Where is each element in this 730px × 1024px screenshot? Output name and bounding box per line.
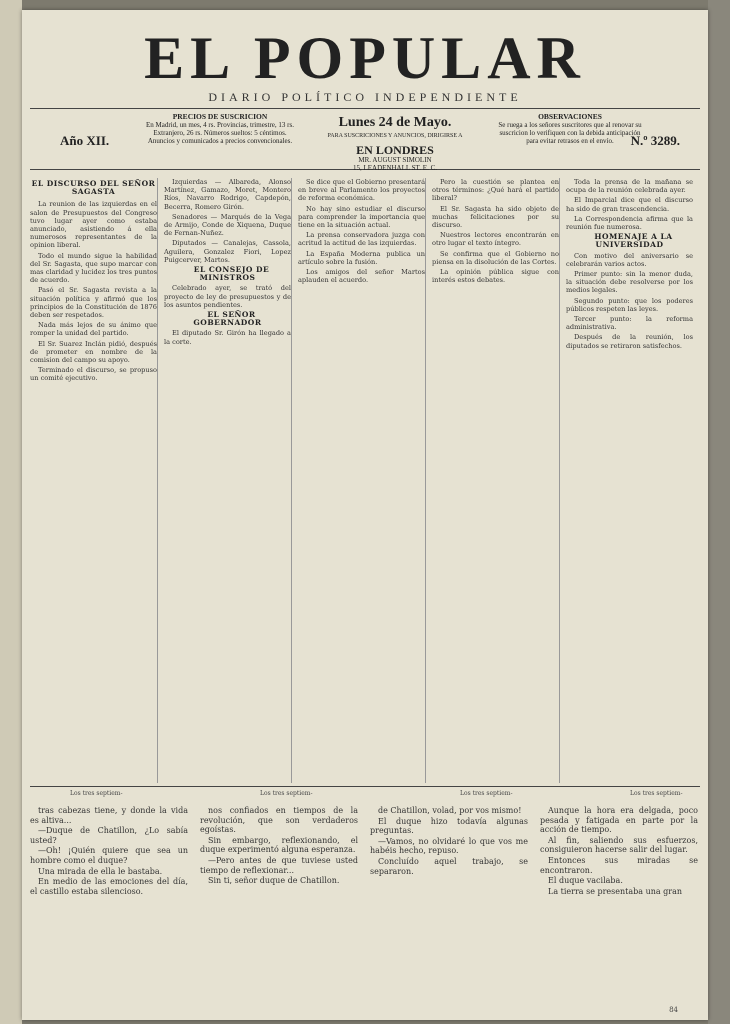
column-paragraph: Celebrado ayer, se trató del proyecto de ley de presupuestos y de los asuntos pendientes.: [164, 284, 291, 309]
column-paragraph: Izquierdas — Albareda, Alonso Martínez, Gamazo, Moret, Montero Ríos, Navarro Rodrigo, Capdepón, Becerra, Romero Girón.: [164, 178, 291, 211]
serial-paragraph: El duque vacilaba.: [548, 876, 623, 886]
serial-column-2: [200, 806, 358, 1006]
serial-paragraph: Sin ti, señor duque de Chatillon.: [208, 876, 340, 886]
column-paragraph: No hay sino estudiar el discurso para comprender la importancia que tiene en la situación actual.: [298, 204, 425, 230]
serial-paragraph: nos confiados en tiempos de la revolución, que son verdaderos egoístas.: [200, 806, 358, 835]
column-paragraph: La España Moderna publica un artículo sobre la fusión.: [298, 249, 425, 266]
serial-paragraph: Una mirada de ella le bastaba.: [38, 866, 163, 876]
serial-paragraph: —Pero antes de que tuviese usted tiempo de reflexionar...: [200, 855, 358, 875]
serial-label: Los tres septiem-: [630, 790, 683, 797]
column-paragraph: Senadores — Marqués de la Vega de Armijo, Conde de Xiquena, Duque de Fernan-Nuñez.: [164, 212, 291, 238]
serial-paragraph: Concluído aquel trabajo, se separaron.: [370, 856, 528, 876]
column-headline: EL SEÑOR GOBERNADOR: [193, 310, 262, 328]
serial-column-4: [540, 806, 698, 1006]
issue-number: N.º 3289.: [630, 133, 680, 148]
serial-paragraph: tras cabezas tiene, y donde la vida es altiva...: [30, 806, 188, 825]
london-agent-name: MR. AUGUST SIMOLIN: [358, 156, 432, 164]
serial-label: Los tres septiem-: [260, 790, 313, 797]
info-bar: [30, 108, 700, 170]
column-paragraph: Nuestros lectores encontrarán en otro lugar el texto íntegro.: [432, 231, 559, 248]
london-address: 15, LEADENHALL ST. E. C.: [353, 164, 437, 172]
column-1: [30, 178, 158, 783]
serial-paragraph: La tierra se presentaba una gran: [548, 886, 683, 896]
serial-paragraph: El duque hizo todavía algunas preguntas.: [370, 816, 528, 836]
column-5: [566, 178, 693, 783]
column-paragraph: El Sr. Suarez Inclán pidió, después de prometer en nombre de la comision del campo su apoyo.: [30, 339, 157, 365]
serial-columns: [30, 806, 700, 1012]
column-headline: EL CONSEJO DE MINISTROS: [193, 265, 270, 283]
newspaper-page: [22, 10, 708, 1020]
column-paragraph: Los amigos del señor Martos aplauden el acuerdo.: [298, 268, 425, 285]
issue-date: Lunes 24 de Mayo.: [338, 115, 452, 130]
subscribe-note: PARA SUSCRICIONES Y ANUNCIOS, DIRIGIRSE A: [327, 133, 463, 139]
column-paragraph: La prensa conservadora juzga con acritud la actitud de las izquierdas.: [298, 231, 425, 248]
serial-paragraph: Al fin, saliendo sus esfuerzos, consiguieron hacerse salir del lugar.: [540, 835, 698, 855]
page-number: 84: [669, 1006, 678, 1014]
column-paragraph: La reunion de las izquierdas en el salon de Presupuestos del Congreso tuvo lugar ayer como estaba anunciado, asistiendo á ella numerosos representantes de la opinion liberal.: [30, 200, 157, 250]
serial-paragraph: —Oh! ¡Quién quiere que sea un hombre como el duque?: [30, 846, 188, 865]
column-paragraph: Se confirma que el Gobierno no piensa en la disolución de las Cortes.: [432, 249, 559, 266]
serial-paragraph: de Chatillon, volad, por vos mismo!: [378, 806, 522, 815]
masthead-title: EL POPULAR: [144, 25, 586, 91]
column-3: [298, 178, 426, 783]
column-headline: EL DISCURSO DEL SEÑOR SAGASTA: [31, 179, 156, 197]
subscription-box: [140, 113, 300, 145]
left-margin: [0, 0, 22, 1024]
right-margin: [708, 0, 730, 1024]
column-headline: HOMENAJE A LA UNIVERSIDAD: [594, 232, 673, 250]
column-paragraph: Todo el mundo sigue la habilidad del Sr. Sagasta, que supo marcar con mas claridad y lucidez los tres puntos de acuerdo.: [30, 251, 157, 285]
serial-paragraph: Entonces sus miradas se encontraron.: [540, 855, 698, 875]
column-paragraph: Con motivo del aniversario se celebrarán varios actos.: [566, 251, 693, 268]
column-paragraph: Toda la prensa de la mañana se ocupa de la reunión celebrada ayer.: [566, 178, 693, 195]
column-2: [164, 178, 292, 783]
column-paragraph: Diputados — Canalejas, Cassola, Aguilera, Gonzalez Fiori, Lopez Puigcerver, Martos.: [164, 239, 291, 264]
column-paragraph: Segundo punto: que los poderes públicos respeten las leyes.: [566, 296, 693, 313]
column-paragraph: Se dice que el Gobierno presentará en breve al Parlamento los proyectos de reforma económica.: [298, 178, 425, 203]
column-paragraph: La opinión pública sigue con interés estos debates.: [432, 268, 559, 285]
serial-paragraph: —Duque de Chatillon, ¿Lo sabía usted?: [30, 826, 188, 845]
year-label: Año XII.: [60, 133, 110, 148]
serial-header: [30, 790, 700, 804]
serial-label: Los tres septiem-: [460, 790, 513, 797]
london-agent: [310, 156, 480, 172]
subscription-text: En Madrid, un mes, 4 rs. Provincias, trimestre, 13 rs. Extranjero, 26 rs. Números sueltos: 5 céntimos. Anuncios y comunicados a precios convencionales.: [146, 121, 294, 145]
column-paragraph: La Correspondencia afirma que la reunión fue numerosa.: [566, 214, 693, 232]
serial-paragraph: —Vamos, no olvidaré lo que vos me habéis hecho, repuso.: [370, 836, 528, 856]
column-paragraph: Pasó el Sr. Sagasta revista a la situación política y afirmó que los principios de la Constitución de 1876 deben ser respetados.: [30, 286, 157, 320]
column-paragraph: Nada más lejos de su ánimo que romper la unidad del partido.: [30, 321, 157, 338]
observations-box: [495, 113, 645, 145]
masthead-subtitle: DIARIO POLÍTICO INDEPENDIENTE: [208, 90, 522, 104]
subscription-title: PRECIOS DE SUSCRICION: [172, 112, 268, 121]
serial-paragraph: En medio de las emociones del día, el castillo estaba silencioso.: [30, 877, 188, 896]
column-4: [432, 178, 560, 783]
column-paragraph: Primer punto: sin la menor duda, la situación debe resolverse por los medios legales.: [566, 270, 693, 295]
observations-text: Se ruega a los señores suscritores que al renovar su suscricion lo verifiquen con la debida anticipación para evitar retrasos en el envío.: [498, 121, 642, 145]
column-paragraph: El Sr. Sagasta ha sido objeto de muchas felicitaciones por su discurso.: [432, 204, 559, 230]
column-paragraph: Terminado el discurso, se propuso un comité ejecutivo.: [30, 366, 157, 383]
london-label: EN LONDRES: [356, 143, 434, 157]
serial-paragraph: Sin embargo, reflexionando, el duque experimentó alguna esperanza.: [200, 835, 358, 855]
serial-label: Los tres septiem-: [70, 790, 123, 797]
column-paragraph: El Imparcial dice que el discurso ha sido de gran trascendencia.: [566, 196, 693, 213]
column-paragraph: Tercer punto: la reforma administrativa.: [566, 315, 693, 332]
observations-title: OBSERVACIONES: [538, 112, 602, 121]
section-divider: [30, 786, 700, 787]
column-paragraph: El diputado Sr. Girón ha llegado a la corte.: [164, 329, 291, 346]
serial-column-1: [30, 806, 188, 1006]
upper-columns: [30, 178, 700, 783]
serial-column-3: [370, 806, 528, 1006]
column-paragraph: Pero la cuestión se plantea en otros términos: ¿Qué hará el partido liberal?: [432, 178, 559, 203]
serial-paragraph: Aunque la hora era delgada, poco pesada y fatigada en parte por la acción de tiempo.: [540, 806, 698, 835]
column-paragraph: Después de la reunión, los diputados se retiraron satisfechos.: [566, 333, 693, 350]
